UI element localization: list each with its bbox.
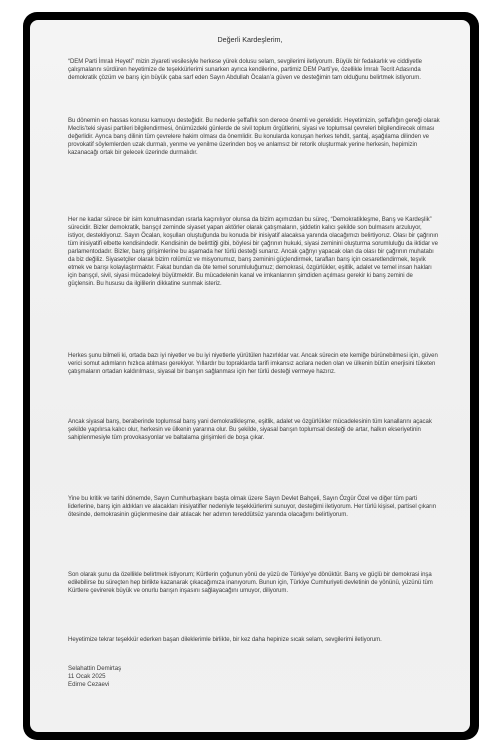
- signature-name: Selahattin Demirtaş: [68, 665, 122, 672]
- signature-date: 11 Ocak 2025: [68, 673, 106, 681]
- paragraph-6: Yine bu kritik ve tarihi dönemde, Sayın Cumhurbaşkanı başta olmak üzere Sayın Devlet Bahçeli, Sayın Özgür Özel ve diğer tüm parti liderlerine, barış için aldıkları ve alacakları inisiyatifler nedeniyle teşekkürlerimi sunuyor, desteğimi iletiyorum. Her türlü kişisel, partisel çıkarın ötesinde, demokrasinin güçlenmesine dair atılacak her adımın tereddütsüz yanında olacağımı belirtiyorum.: [68, 496, 437, 519]
- paragraph-2: Bu dönemin en hassas konusu kamuoyu desteğidir. Bu nedenle şeffaflık son derece önemli ve gereklidir. Heyetimizin, şeffaflığın gereği olarak Meclis’teki siyasi partileri bilgilendirmesi, önümüzdeki günlerde de sivil toplum örgütlerini, siyasi ve toplumsal çevreleri bilgilendirecek olması değerlidir. Ayrıca barış dilinin tüm çevrelere hakim olması da önemlidir. Bu konularda konuşan herkes tehdit, şantaj, aşağılama dilinden ve provokatif söylemlerden uzak durmalı, yenme ve yenilme üzerinden boş ve anlamsız bir retorik oluşturmak yerine herkesin, hepimizin kazanacağı ortak bir gelecek üzerinde durmalıdır.: [68, 118, 440, 157]
- paragraph-7: Son olarak şunu da özellikle belirtmek istiyorum; Kürtlerin çoğunun yönü de yüzü de Türkiye’ye dönüktür. Barış ve güçlü bir demokrasi inşa edilebilirse bu süreçten hep birlikte kazanarak çıkacağımıza inanıyorum. Bunun için, Türkiye Cumhuriyeti devletinin de yönünü, yüzünü tüm Kürtlere çevirerek büyük ve onurlu barışın inşasını sağlayacağını umuyor, diliyorum.: [68, 572, 433, 595]
- paragraph-4: Herkes şunu bilmeli ki, ortada bazı iyi niyetler ve bu iyi niyetlerle yürütülen hazırlıklar var. Ancak sürecin ete kemiğe bürünebilmesi için, güven verici somut adımların hızlıca atılması gerekiyor. Yıllardır bu topraklarda tarifi imkansız acılara neden olan ve ülkenin bütün enerjisini tüketen çatışmaların ortadan kaldırılması, siyasal bir barışın sağlanması için her türlü desteği vermeye hazırız.: [68, 353, 438, 376]
- signature-place: Edirne Cezaevi: [68, 681, 110, 689]
- paragraph-5: Ancak siyasal barış, beraberinde toplumsal barış yani demokratikleşme, eşitlik, adalet ve özgürlükler mücadelesinin tüm kanallarını açacak şekilde yapılırsa kalıcı olur, herkesin ve ülkenin yararına olur. Bu şekilde, siyasal barışın toplumsal desteği de artar, halkın ekseriyetinin sahiplenmesiyle tüm provokasyonlar ve baltalama girişimleri de boşa çıkar.: [68, 419, 432, 442]
- letter-greeting: Değerli Kardeşlerim,: [217, 35, 283, 44]
- paragraph-3: Her ne kadar sürece bir isim konulmasından ısrarla kaçınılıyor olunsa da bizim açımızdan bu süreç, “Demokratikleşme, Barış ve Kardeşlik” sürecidir. Bizler demokratik, barışçıl zeminde siyaset yapan aktörler olarak çatışmaların, şiddetin kalıcı şekilde son bulmasını arzuluyor, istiyor, destekliyoruz. Sayın Öcalan, koşulları oluştuğunda bu konuda bir inisiyatif alacaksa yanında olacağımızı belirtiyoruz. Olası bir çağrının tüm inisiyatifi elbette kendisindedir. Kendisinin de belirttiği gibi, böylesi bir çağrının hukuki, siyasi zeminini oluşturma sorumluluğu da iktidar ve parlamentodadır. Bizler, barış girişimlerine bu aşamada her türlü desteği sunarız. Ancak çağrıyı yapacak olan da olası bir çağrının muhatabı da biz değiliz. Siyasetçiler olarak bizim rolümüz ve misyonumuz, barış zeminini güçlendirmek, tarafları barış için cesaretlendirmek, teşvik etmek ve barışı kolaylaştırmaktır. Fakat bundan da öte temel sorumluluğumuz; demokrasi, özgürlükler, eşitlik, adalet ve temel insan hakları için barışçıl, sivil, siyasi mücadeleyi büyütmektir. Bu mücadelenin kanal ve imkanlarının şimdiden açılması gerekir ki barış zemini de güçlensin. Bu hususu da ilgililerin dikkatine sunmak isteriz.: [68, 217, 439, 288]
- signature-block: [68, 665, 121, 690]
- paragraph-8: Heyetimize tekrar teşekkür ederken başarı dileklerimle birlikte, bir kez daha hepinize sıcak selam, sevgilerimi iletiyorum.: [68, 637, 382, 643]
- paragraph-1: “DEM Parti İmralı Heyeti” mizin ziyareti vesilesiyle herkese yürek dolusu selam, sevgilerimi iletiyorum. Büyük bir fedakarlık ve ciddiyetle çalışmalarını sürdüren heyetimize de teşekkürlerimi sunarken ayrıca kendilerine, partimiz DEM Parti’ye, özellikle İmralı Tecrit Adasında demokratik çözüm ve barış için büyük çaba sarf eden Sayın Abdullah Öcalan’a güven ve desteğimin tam olduğunu belirtmek istiyorum.: [68, 59, 422, 82]
- letter-page: [30, 20, 470, 732]
